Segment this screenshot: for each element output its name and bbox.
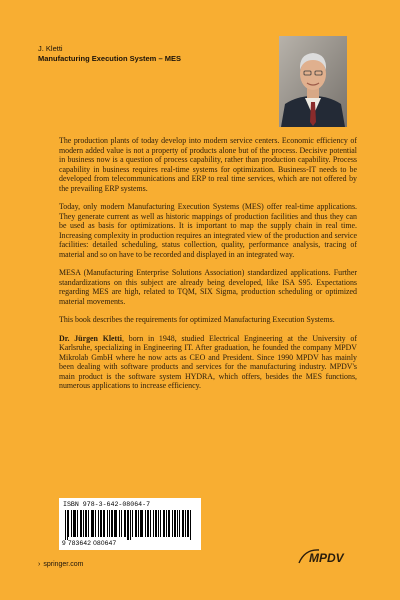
barcode-bar xyxy=(140,510,141,537)
barcode-bar xyxy=(128,510,129,540)
barcode-bar xyxy=(136,510,137,537)
chevron-right-icon: › xyxy=(38,561,41,568)
paragraph: MESA (Manufacturing Enterprise Solutions Association) standardized applications. Further standardizations on this subject are already being developed, like ISA S95. Expectations regarding MES are high, related to TQM, SIX Sigma, production scheduling or optimized material movements. xyxy=(59,268,357,306)
barcode-bar xyxy=(73,510,74,537)
barcode-bar xyxy=(92,510,93,537)
barcode-bar xyxy=(164,510,165,537)
mpdv-logo xyxy=(297,547,357,565)
barcode-bar xyxy=(77,510,78,537)
paragraph: This book describes the requirements for optimized Manufacturing Execution Systems. xyxy=(59,315,335,324)
barcode-bar xyxy=(98,510,99,537)
mpdv-logo-icon xyxy=(297,547,357,565)
barcode-bar xyxy=(141,510,142,537)
barcode-bar xyxy=(114,510,115,537)
barcode-bar xyxy=(86,510,87,537)
barcode-bar xyxy=(68,510,69,537)
barcode-bar xyxy=(111,510,112,537)
barcode-bar xyxy=(132,510,133,537)
barcode-bar xyxy=(182,510,183,537)
barcode-bar xyxy=(74,510,75,537)
barcode-digits: 9 783642 080647 xyxy=(62,540,117,547)
barcode-bar xyxy=(121,510,122,537)
barcode-bar xyxy=(109,510,110,537)
barcode-bar xyxy=(124,510,125,537)
bio-author-name: Dr. Jürgen Kletti xyxy=(59,333,122,343)
barcode-bar xyxy=(81,510,82,537)
barcode-bar xyxy=(185,510,186,537)
barcode-bar xyxy=(156,510,157,537)
barcode-bar xyxy=(83,510,84,537)
barcode-bar xyxy=(80,510,81,537)
barcode-bar xyxy=(119,510,120,537)
barcode-bar xyxy=(166,510,167,537)
barcode-bar xyxy=(160,510,161,537)
author-name: J. Kletti xyxy=(38,44,63,53)
paragraph: Today, only modern Manufacturing Execution Systems (MES) offer real-time applications. They generate current as well as historic mappings of production facilities and thus they can be used as basis for optimizations. It is important to map the supply chain in real time. Increasing complexity in production requires an integrated view of the production and service facilities: detailed scheduling, status collection, quality, performance analysis, tracing of material and so on have to be recorded and displayed in an integrated way. xyxy=(59,202,357,259)
barcode-bar xyxy=(163,510,164,537)
barcode-bar xyxy=(174,510,175,537)
barcode-bar xyxy=(190,510,191,540)
barcode-bar xyxy=(135,510,136,537)
barcode-bar xyxy=(138,510,139,537)
barcode-bar xyxy=(147,510,148,537)
isbn-barcode xyxy=(59,498,201,550)
barcode-bar xyxy=(100,510,101,537)
barcode-bar xyxy=(177,510,178,537)
barcode-bar xyxy=(125,510,126,537)
barcode-bar xyxy=(168,510,169,537)
barcode-bar xyxy=(158,510,159,537)
bio-text: , born in 1948, studied Electrical Engineering at the University of Karlsruhe, specializing in Engineering IT. After graduation, he founded the company MPDV Mikrolab GmbH where he now acts as CEO and President. Since 1990 MPDV has mainly been dealing with software products and services for the manufacturing industry. MPDV's main product is the software system HYDRA, which offers, besides the MES functions, numerous applications to increase efficiency. xyxy=(59,333,357,390)
barcode-bar xyxy=(71,510,72,537)
barcode-bar xyxy=(188,510,189,537)
barcode-bar xyxy=(101,510,102,537)
publisher-link[interactable] xyxy=(38,561,83,568)
barcode-bar xyxy=(153,510,154,537)
barcode-bar xyxy=(67,510,68,540)
paragraph: The production plants of today develop into modern service centers. Economic efficiency of modern added value is not a property of products alone but of the process. Decisive potential in business now is a question of process capability, rather than production capability. Process capability in business requires real-time systems for optimization. Business-IT needs to be developed from telecommunications and ERP to real time services, which are not offered by the prevailing ERP systems. xyxy=(59,136,357,193)
barcode-bar xyxy=(127,510,128,540)
barcode-bar xyxy=(112,510,113,537)
barcode-bar xyxy=(148,510,149,537)
barcode-bars xyxy=(65,510,195,540)
barcode-bar xyxy=(91,510,92,537)
barcode-bar xyxy=(115,510,116,537)
barcode-bar xyxy=(65,510,66,540)
barcode-bar xyxy=(85,510,86,537)
barcode-bar xyxy=(169,510,170,537)
barcode-bar xyxy=(103,510,104,537)
barcode-bar xyxy=(150,510,151,537)
barcode-bar xyxy=(95,510,96,537)
barcode-bar xyxy=(116,510,117,537)
barcode-bar xyxy=(75,510,76,537)
book-title: Manufacturing Execution System – MES xyxy=(38,54,181,63)
author-bio xyxy=(59,334,357,391)
publisher-url: springer.com xyxy=(43,561,84,568)
barcode-bar xyxy=(107,510,108,537)
logo-text: MPDV xyxy=(309,551,344,565)
barcode-bar xyxy=(172,510,173,537)
back-cover-text xyxy=(59,136,357,391)
barcode-bar xyxy=(179,510,180,537)
barcode-bar xyxy=(130,510,131,540)
barcode-bar xyxy=(175,510,176,537)
barcode-bar xyxy=(88,510,89,537)
isbn-label: ISBN 978-3-642-08064-7 xyxy=(63,501,151,508)
barcode-bar xyxy=(142,510,143,537)
barcode-bar xyxy=(187,510,188,537)
barcode-bar xyxy=(155,510,156,537)
barcode-bar xyxy=(93,510,94,537)
barcode-bar xyxy=(145,510,146,537)
author-photo xyxy=(279,36,347,127)
barcode-bar xyxy=(104,510,105,537)
barcode-bar xyxy=(183,510,184,537)
